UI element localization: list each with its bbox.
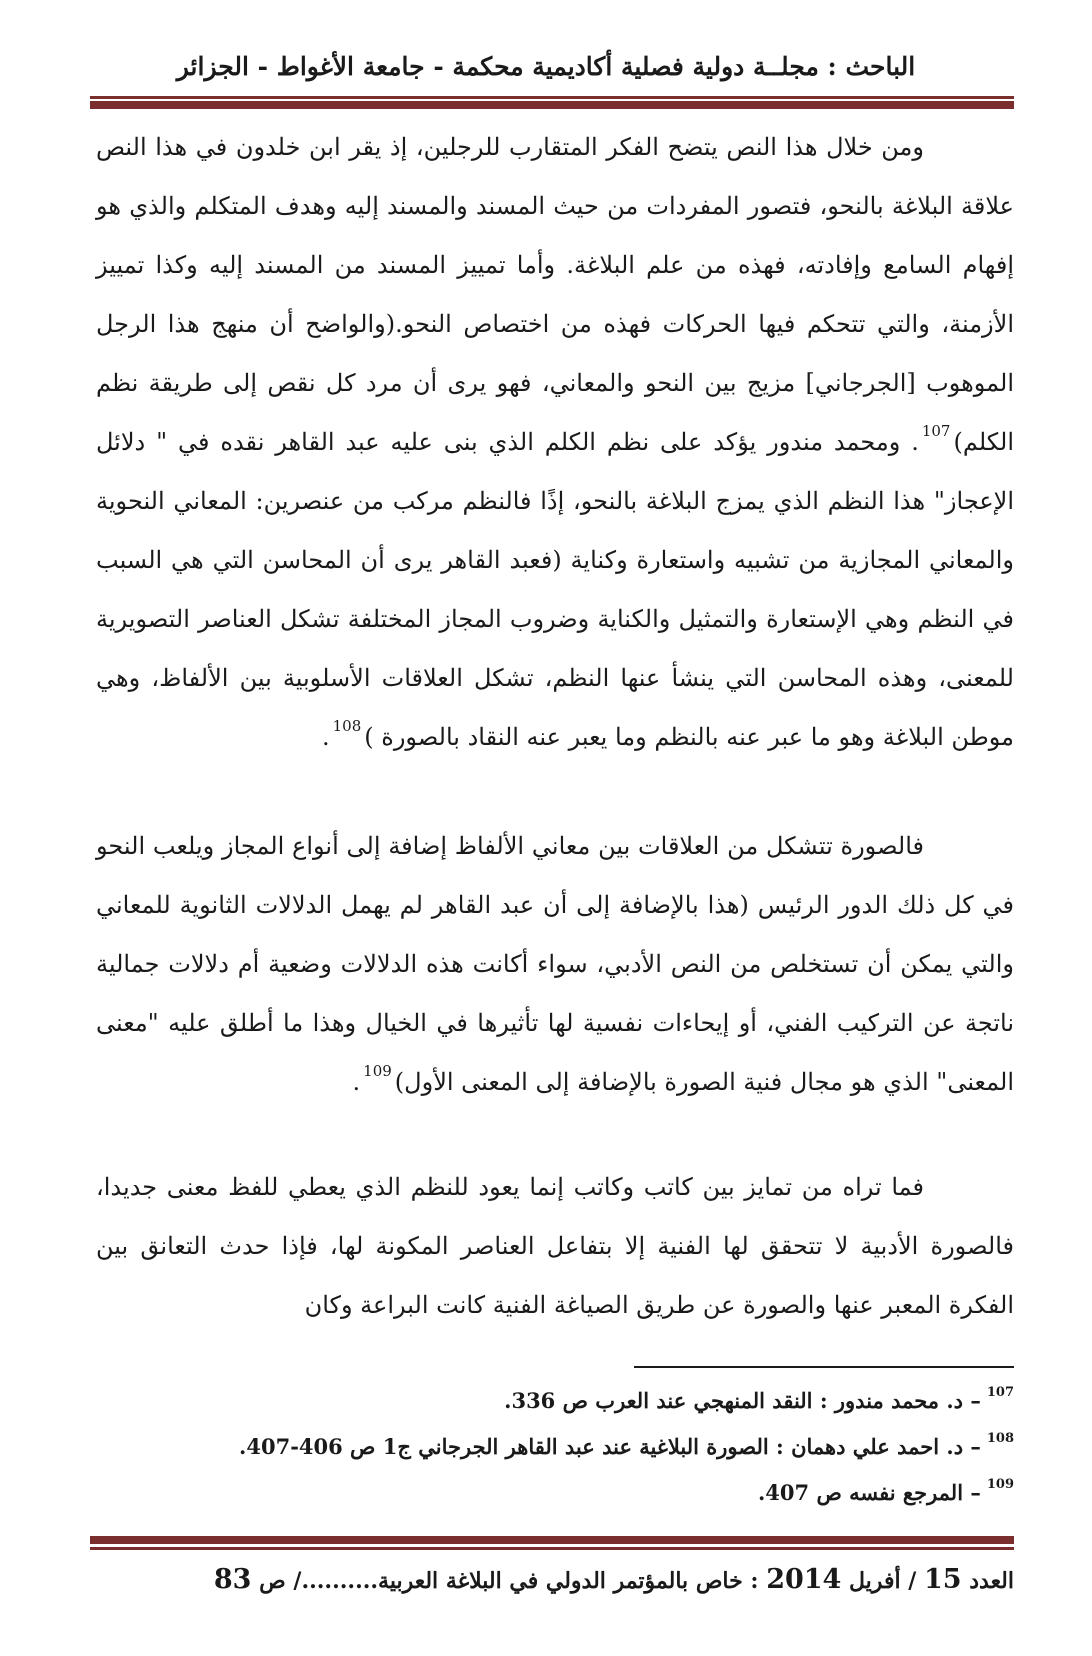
- issue-number: 15: [923, 1564, 962, 1595]
- footnote-ref[interactable]: 107: [921, 422, 951, 440]
- header-rule-thin: [90, 96, 1014, 99]
- footer-separator: /: [908, 1568, 917, 1594]
- paragraph-text: . ومحمد مندور يؤكد على نظم الكلم الذي بنى عليه عبد القاهر نقده في " دلائل الإعجاز" هذا النظم الذي يمزج البلاغة بالنحو، إذًا فالنظم مركب من عنصرين: المعاني النحوية والمعاني المجازية من تشبيه واستعارة وكناية (فعبد القاهر يرى أن المحاسن التي هي السبب في النظم وهي الإستعارة والتمثيل والكناية وضروب المجاز المختلفة تشكل العناصر التصويرية للمعنى، وهذه المحاسن التي ينشأ عنها النظم، تشكل العلاقات الأسلوبية بين الألفاظ، وهي موطن البلاغة وهو ما عبر عنه بالنظم وما يعبر عنه النقاد بالصورة ): [96, 428, 1014, 751]
- footnote-text: – د. محمد مندور : النقد المنهجي عند العرب ص 336.: [504, 1388, 981, 1413]
- paragraph-text: ومن خلال هذا النص يتضح الفكر المتقارب للرجلين، إذ يقر ابن خلدون في هذا النص علاقة البلاغة بالنحو، فتصور المفردات من حيث المسند والمسند إليه وهدف المتكلم والذي هو إفهام السامع وإفادته، فهذه من علم البلاغة. وأما تمييز المسند من المسند إليه وكذا تمييز الأزمنة، والتي تتحكم فيها الحركات فهذه من اختصاص النحو.(والواضح أن منهج هذا الرجل الموهوب [الجرجاني] مزيج بين النحو والمعاني، فهو يرى أن مرد كل نقص إلى طريقة نظم الكلم): [96, 133, 1015, 456]
- paragraph: [96, 817, 1014, 1112]
- footer-rule-thick: [90, 1536, 1014, 1544]
- footnote-text: – د. احمد علي دهمان : الصورة البلاغية عند عبد القاهر الجرجاني ج1 ص 406-407.: [239, 1434, 981, 1459]
- article-body: [96, 118, 1014, 1335]
- footnote-item: [96, 1470, 1014, 1516]
- footnote-number: 108: [986, 1431, 1014, 1446]
- issue-label: العدد: [969, 1568, 1014, 1594]
- paragraph-text: .: [352, 1068, 361, 1096]
- footnote-ref[interactable]: 108: [332, 717, 362, 735]
- page-label: ص: [259, 1568, 286, 1594]
- issue-year: 2014: [766, 1564, 842, 1595]
- paragraph-text: .: [321, 723, 330, 751]
- header-rule-thick: [90, 101, 1014, 109]
- footer-rule-thin: [90, 1547, 1014, 1550]
- paragraph: فما تراه من تمايز بين كاتب وكاتب إنما يعود للنظم الذي يعطي للفظ معنى جديدا، فالصورة الأدبية لا تتحقق لها الفنية إلا بتفاعل العناصر المكونة لها، فإذا حدث التعانق بين الفكرة المعبر عنها والصورة عن طريق الصياغة الفنية كانت البراعة وكان: [96, 1173, 1014, 1319]
- footnote-number: 109: [986, 1477, 1014, 1492]
- footnote-item: [96, 1424, 1014, 1470]
- footnote-text: – المرجع نفسه ص 407.: [757, 1480, 981, 1505]
- footnote-number: 107: [986, 1385, 1014, 1400]
- paragraph-text: فالصورة تتشكل من العلاقات بين معاني الألفاظ إضافة إلى أنواع المجاز ويلعب النحو في كل ذلك الدور الرئيس (هذا بالإضافة إلى أن عبد القاهر لم يهمل الدلالات الثانوية للمعاني والتي يمكن أن تستخلص من النص الأدبي، سواء أكانت هذه الدلالات وضعية أم دلالات جمالية ناتجة عن التركيب الفني، أو إيحاءات نفسية لها تأثيرها في الخيال وهذا ما أطلق عليه "معنى المعنى" الذي هو مجال فنية الصورة بالإضافة إلى المعنى الأول): [96, 832, 1014, 1096]
- footnote-item: [96, 1378, 1014, 1424]
- footnote-ref[interactable]: 109: [363, 1062, 392, 1080]
- footnote-separator: [634, 1366, 1014, 1368]
- page-footer: [96, 1560, 1014, 1601]
- issue-month: أفريل: [849, 1568, 901, 1594]
- journal-header: الباحث : مجلــة دولية فصلية أكاديمية محكمة - جامعة الأغواط - الجزائر: [176, 52, 916, 81]
- paragraph: [96, 118, 1014, 767]
- page-number: 83: [213, 1564, 252, 1595]
- footnotes: [96, 1378, 1014, 1516]
- issue-description: : خاص بالمؤتمر الدولي في البلاغة العربية........../: [293, 1568, 759, 1594]
